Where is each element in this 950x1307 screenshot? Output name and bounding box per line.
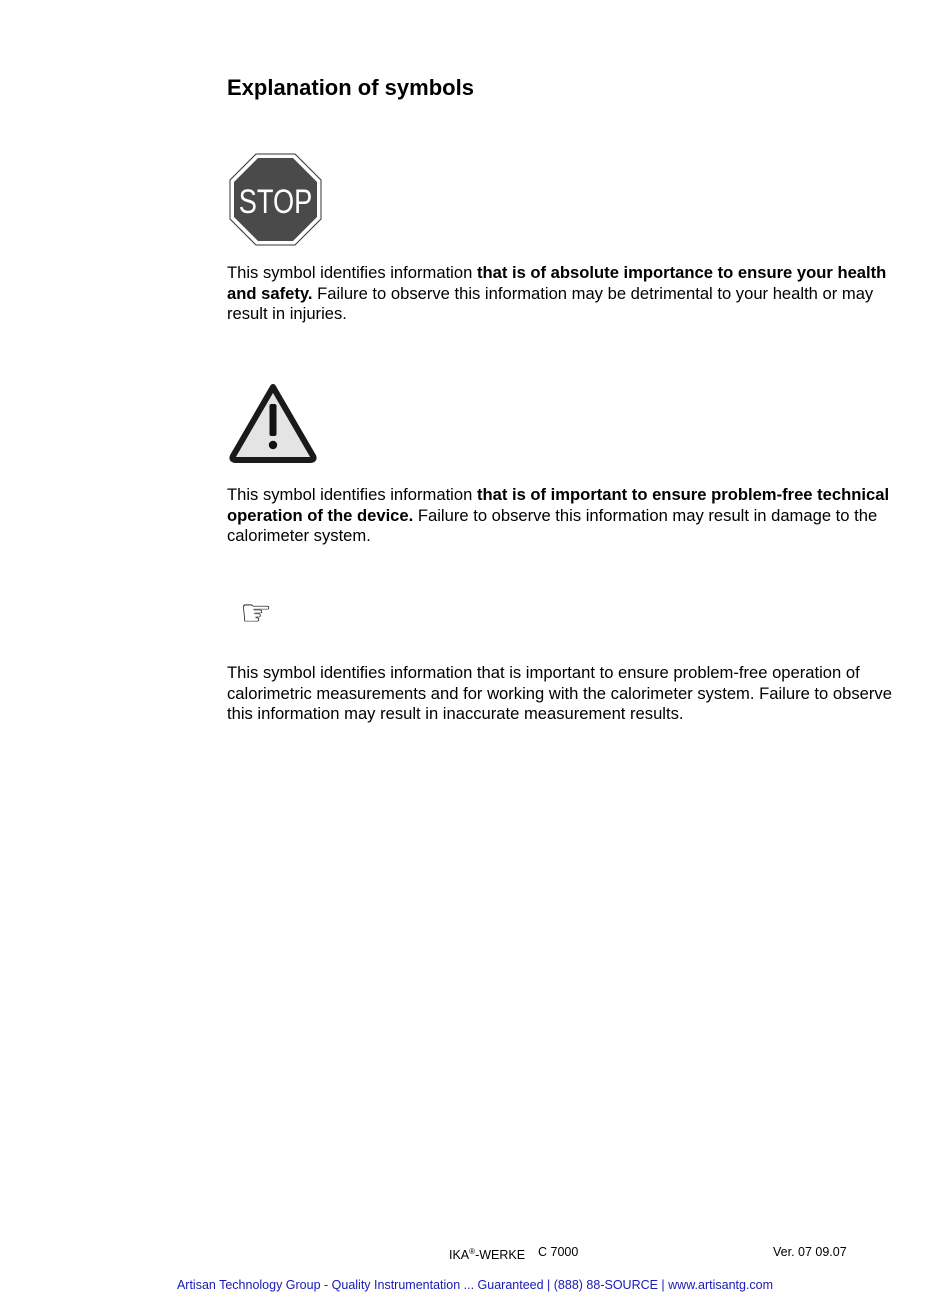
warning-paragraph <box>227 485 897 547</box>
note-paragraph: This symbol identifies information that is important to ensure problem-free operation of calorimetric measurements and for working with the calorimeter system. Failure to observe this information may result in inaccurate measurement results. <box>227 663 892 723</box>
artisan-footer-link[interactable]: Artisan Technology Group - Quality Instrumentation ... Guaranteed | (888) 88-SOURCE | www.artisantg.com <box>176 1278 774 1292</box>
page-title: Explanation of symbols <box>227 75 474 100</box>
pointing-hand-icon: ☞ <box>240 593 273 634</box>
warning-triangle-icon <box>229 382 317 464</box>
warning-text-pre: This symbol identifies information <box>227 485 477 504</box>
registered-mark: ® <box>469 1247 476 1256</box>
stop-sign-label: STOP <box>238 182 313 221</box>
footer-brand <box>449 1244 525 1263</box>
footer-brand-name: IKA <box>449 1248 470 1262</box>
warning-text-bold: that is of important to ensure problem-free technical operation of the device. <box>227 485 890 525</box>
stop-text-pre: This symbol identifies information <box>227 263 477 282</box>
stop-sign-icon <box>229 153 322 246</box>
footer-model: C 7000 <box>538 1245 579 1259</box>
stop-paragraph <box>227 263 897 325</box>
stop-text-bold: that is of absolute importance to ensure your health and safety. <box>227 263 887 303</box>
warning-text-post: Failure to observe this information may result in damage to the calorimeter system. <box>227 505 878 545</box>
footer-brand-suffix: -WERKE <box>475 1248 526 1262</box>
footer-version: Ver. 07 09.07 <box>773 1245 847 1259</box>
stop-text-post: Failure to observe this information may be detrimental to your health or may result in injuries. <box>227 283 874 323</box>
